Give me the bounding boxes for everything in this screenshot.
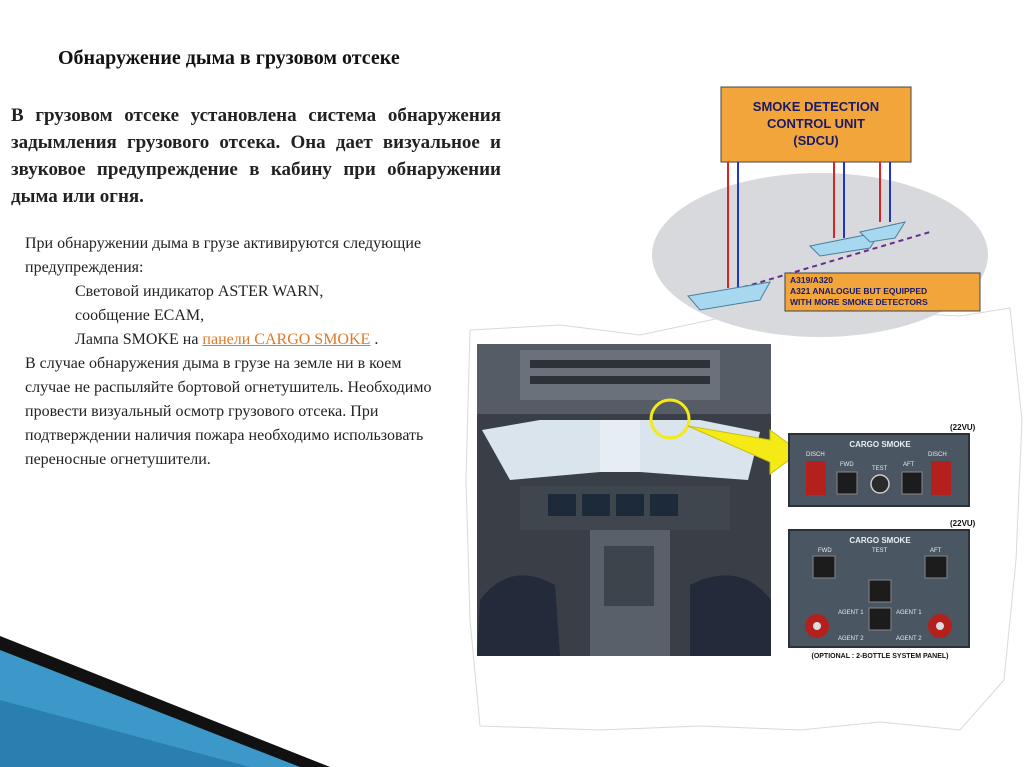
slide-title: Обнаружение дыма в грузовом отсеке [58,47,400,69]
note-line-1: A319/A320 [790,275,834,285]
panel-bottom-agent1-left: AGENT 1 [838,610,864,616]
panel-bottom-aft: AFT [930,548,942,554]
warning-item-smoke-prefix: Лампа SMOKE на [75,331,203,348]
sdcu-label-2: CONTROL UNIT [767,116,865,131]
warning-item-smoke-lamp [25,328,445,352]
note-line-3: WITH MORE SMOKE DETECTORS [790,297,928,307]
warnings-intro: При обнаружении дыма в грузе активируются следующие предупреждения: [25,235,422,276]
panel-top-test: TEST [872,466,888,472]
cockpit-photo [477,344,771,656]
panel-top-fwd: FWD [840,462,854,468]
warnings-block [25,232,445,472]
sdcu-label-3: (SDCU) [793,133,839,148]
cargo-smoke-panel-top [789,423,976,506]
panel-top-disch-left: DISCH [806,452,825,458]
cargo-smoke-panel-bottom [789,519,976,660]
panel-bottom-title: CARGO SMOKE [849,536,911,545]
panel-top-title: CARGO SMOKE [849,440,911,449]
panel-bottom-ref: (22VU) [950,519,976,528]
panel-top-ref: (22VU) [950,423,976,432]
cargo-smoke-panel-link[interactable]: панели CARGO SMOKE [202,331,371,348]
panel-bottom-caption: (OPTIONAL : 2-BOTTLE SYSTEM PANEL) [811,653,949,660]
warning-item-ecam: сообщение ECAM, [75,307,205,324]
sdcu-label-1: SMOKE DETECTION [752,99,880,114]
panel-bottom-test: TEST [872,548,888,554]
panel-bottom-agent2-right: AGENT 2 [896,636,922,642]
panel-top-aft: AFT [903,462,915,468]
intro-paragraph: В грузовом отсеке установлена система обнаружения задымления грузового отсека. Она дает визуальное и звуковое предупреждение в кабину при обнаружении дыма или огня. [11,105,501,207]
warning-item-aster: Световой индикатор ASTER WARN, [75,283,324,300]
panel-bottom-agent2-left: AGENT 2 [838,636,864,642]
panel-bottom-agent1-right: AGENT 1 [896,610,922,616]
panel-bottom-fwd: FWD [818,548,832,554]
warning-item-smoke-suffix: . [370,331,379,348]
note-line-2: A321 ANALOGUE BUT EQUIPPED [790,286,928,296]
ground-procedure-paragraph: В случае обнаружения дыма в грузе на земле ни в коем случае не распыляйте бортовой огнетушитель. Необходимо провести визуальный осмотр грузового отсека. При подтверждении наличия пожара необходимо использовать переносные огнетушители. [25,355,432,468]
panel-top-disch-right: DISCH [928,452,947,458]
